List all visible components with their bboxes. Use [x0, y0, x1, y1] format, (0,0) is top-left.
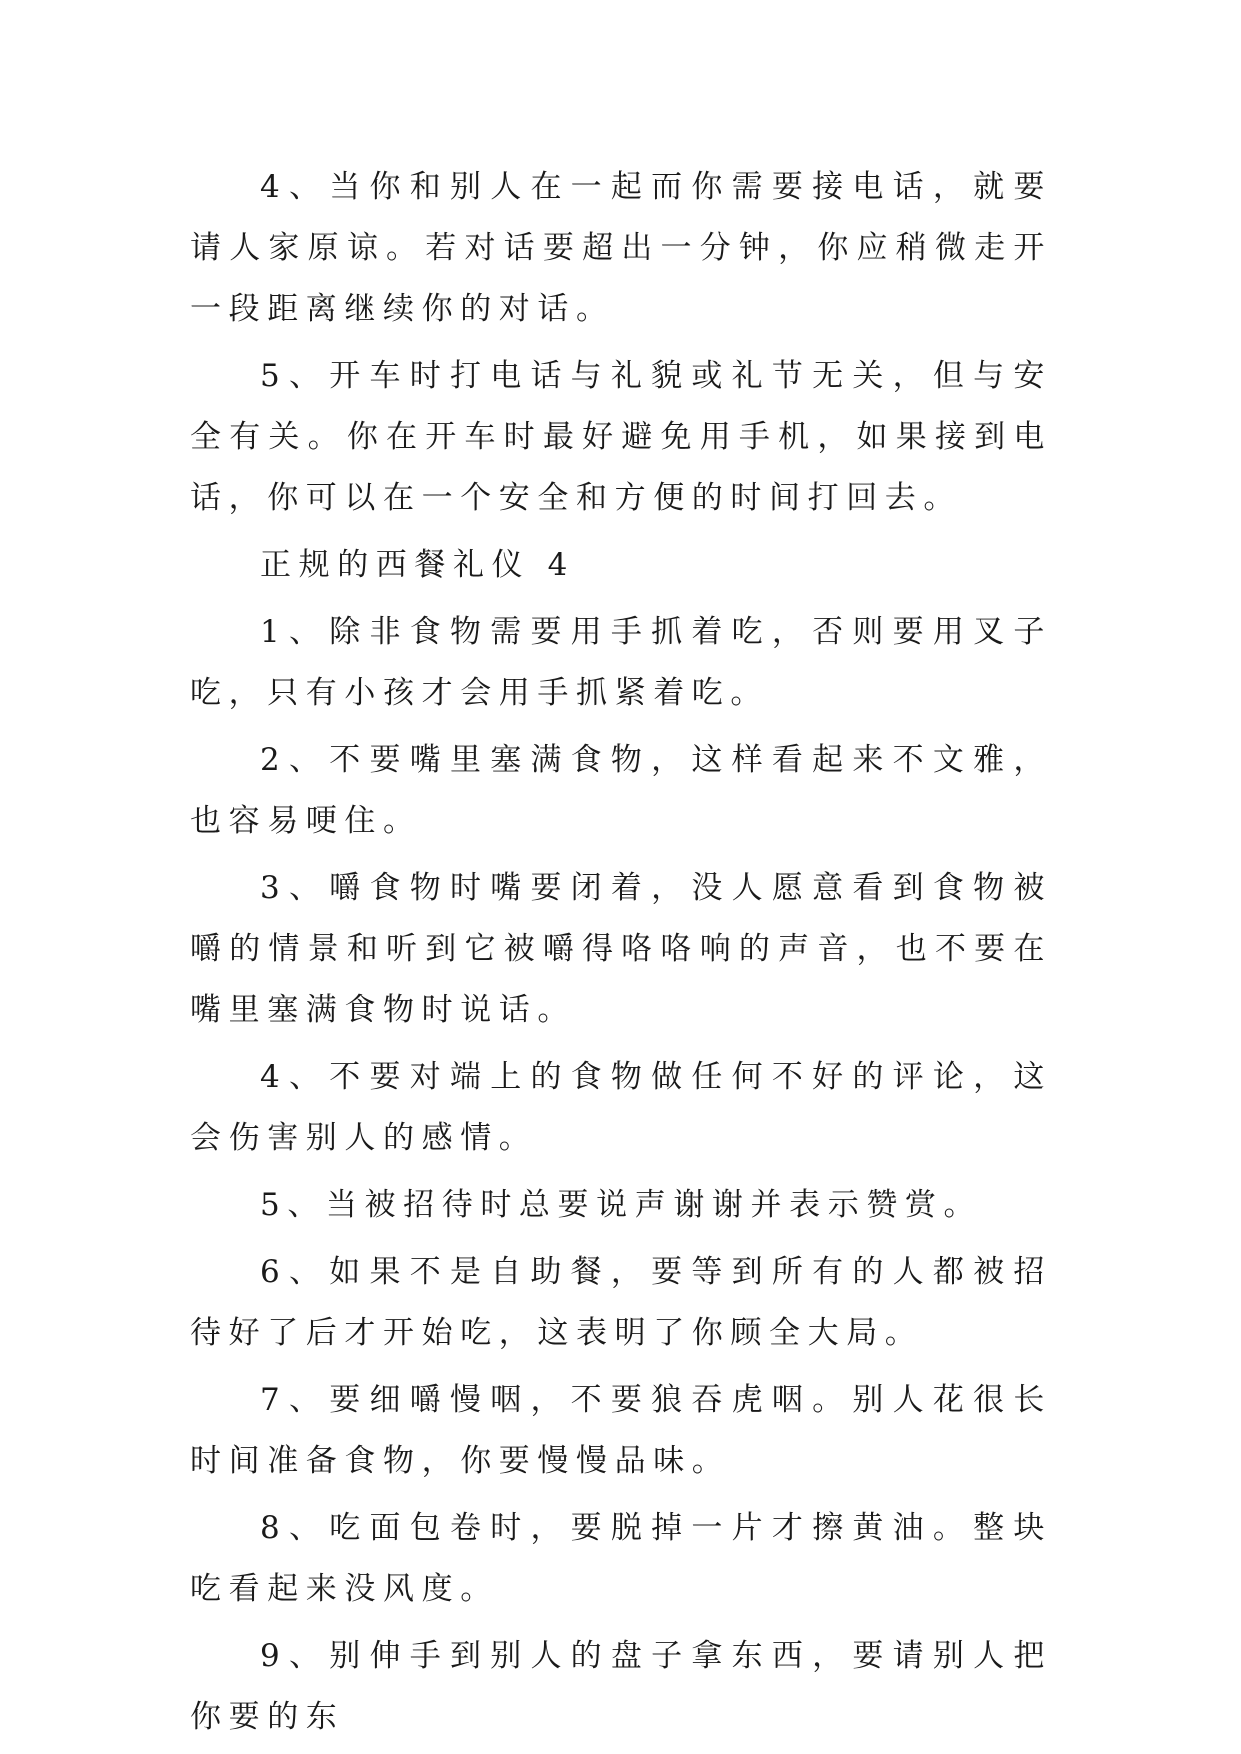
- paragraph-dining-6: 6、如果不是自助餐，要等到所有的人都被招待好了后才开始吃，这表明了你顾全大局。: [190, 1254, 1052, 1351]
- paragraph-dining-4: 4、不要对端上的食物做任何不好的评论，这会伤害别人的感情。: [190, 1059, 1052, 1156]
- paragraph-dining-3: 3、嚼食物时嘴要闭着，没人愿意看到食物被嚼的情景和听到它被嚼得咯咯响的声音，也不要在嘴里塞满食物时说话。: [190, 870, 1052, 1028]
- paragraph-dining-1: 1、除非食物需要用手抓着吃，否则要用叉子吃，只有小孩才会用手抓紧着吃。: [190, 614, 1052, 711]
- paragraph-dining-5: 5、当被招待时总要说声谢谢并表示赞赏。: [260, 1187, 983, 1223]
- paragraph-phone-4: 4、当你和别人在一起而你需要接电话，就要请人家原谅。若对话要超出一分钟，你应稍微走开一段距离继续你的对话。: [190, 169, 1052, 327]
- paragraph-dining-9: 9、别伸手到别人的盘子拿东西，要请别人把你要的东: [190, 1638, 1052, 1735]
- paragraph-dining-8: 8、吃面包卷时，要脱掉一片才擦黄油。整块吃看起来没风度。: [190, 1510, 1052, 1607]
- paragraph-dining-7: 7、要细嚼慢咽，不要狼吞虎咽。别人花很长时间准备食物，你要慢慢品味。: [190, 1382, 1052, 1479]
- paragraph-dining-2: 2、不要嘴里塞满食物，这样看起来不文雅，也容易哽住。: [190, 742, 1052, 839]
- document-page: [190, 157, 1052, 1748]
- section-heading: 正规的西餐礼仪 4: [260, 547, 575, 583]
- paragraph-phone-5: 5、开车时打电话与礼貌或礼节无关，但与安全有关。你在开车时最好避免用手机，如果接到电话，你可以在一个安全和方便的时间打回去。: [190, 358, 1052, 516]
